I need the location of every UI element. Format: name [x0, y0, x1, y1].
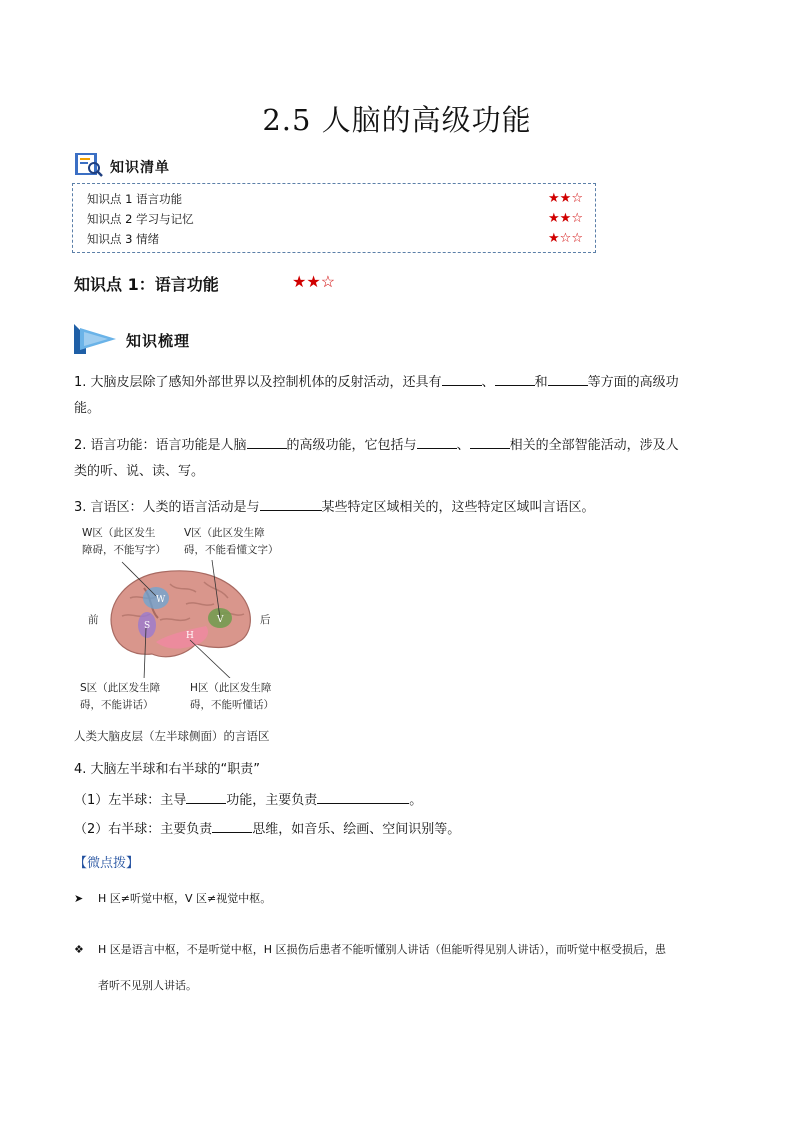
answer-blank — [442, 371, 482, 386]
answer-blank — [548, 371, 588, 386]
answer-blank — [186, 789, 226, 804]
label-line: 碍，不能讲话） — [80, 699, 154, 711]
answer-blank — [495, 371, 535, 386]
rating-stars: ★☆☆ — [548, 231, 583, 246]
answer-blank — [470, 434, 510, 449]
text-run: 能。 — [74, 401, 101, 416]
text-run: H 区是语言中枢，不是听觉中枢，H 区损伤后患者不能听懂别人讲话（但能听得见别人讲话），而听觉中枢受损后，患 — [98, 943, 667, 956]
paragraph-2 — [74, 433, 724, 485]
zone-letter-s: S — [144, 621, 151, 631]
tips-heading: 【微点拨】 — [74, 856, 140, 871]
label-line: V区（此区发生障 — [184, 527, 265, 539]
page-title: 2.5 人脑的高级功能 — [262, 103, 532, 137]
brain-illustration — [100, 558, 260, 678]
text-run: 相关的全部智能活动，涉及人 — [509, 438, 679, 453]
text-run: 类的听、说、读、写。 — [74, 464, 205, 479]
label-line: 碍，不能听懂话） — [190, 699, 274, 711]
text-run: 思维，如音乐、绘画、空间识别等。 — [252, 822, 461, 837]
back-label: 后 — [260, 614, 271, 626]
label-line: 碍，不能看懂文字） — [184, 544, 279, 556]
zone-letter-v: V — [217, 615, 224, 625]
text-run: 1. 大脑皮层除了感知外部世界以及控制机体的反射活动，还具有 — [74, 375, 442, 390]
text-run: （1）左半球：主导 — [74, 793, 187, 808]
inventory-item — [87, 191, 583, 211]
label-line: H区（此区发生障 — [190, 682, 272, 694]
section-title: 知识点 1：语言功能 — [74, 275, 219, 294]
text-run: 。 — [409, 793, 423, 808]
text-run: 的高级功能，它包括与 — [286, 438, 417, 453]
w-zone-label — [82, 525, 166, 559]
answer-blank — [247, 434, 287, 449]
answer-blank — [317, 789, 409, 804]
arrow-bullet-icon: ➤ — [74, 892, 84, 905]
inventory-item-label: 知识点 3 情绪 — [87, 232, 160, 246]
text-run: 某些特定区域相关的，这些特定区域叫言语区。 — [321, 500, 595, 515]
rating-stars: ★★☆ — [548, 191, 583, 206]
inventory-heading: 知识清单 — [110, 160, 170, 176]
item4-left — [74, 788, 724, 814]
section-stars: ★★☆ — [292, 272, 336, 291]
answer-blank — [212, 818, 252, 833]
inventory-item-label: 知识点 2 学习与记忆 — [87, 212, 194, 226]
play-arrow-icon — [72, 322, 118, 356]
text-run: 、 — [456, 438, 470, 453]
inventory-item — [87, 211, 583, 231]
answer-blank — [417, 434, 457, 449]
zone-letter-w: W — [156, 595, 166, 605]
book-search-icon — [74, 151, 104, 179]
front-label: 前 — [88, 614, 99, 626]
label-line: 障碍，不能写字） — [82, 544, 166, 556]
text-run: 、 — [481, 375, 495, 390]
label-line: S区（此区发生障 — [80, 682, 161, 694]
rating-stars: ★★☆ — [548, 211, 583, 226]
zone-letter-h: H — [186, 631, 194, 641]
text-run: 者听不见别人讲话。 — [98, 979, 197, 992]
text-run: 3. 言语区：人类的语言活动是与 — [74, 500, 260, 515]
inventory-item-label: 知识点 1 语言功能 — [87, 192, 183, 206]
item4-right — [74, 817, 724, 843]
h-zone-label — [190, 680, 274, 714]
paragraph-1 — [74, 370, 724, 422]
text-run: 2. 语言功能：语言功能是人脑 — [74, 438, 247, 453]
diamond-bullet-icon: ❖ — [74, 943, 84, 956]
text-run: 功能，主要负责 — [226, 793, 318, 808]
s-zone-label — [80, 680, 160, 714]
paragraph-3 — [74, 495, 724, 521]
review-heading: 知识梳理 — [126, 332, 191, 350]
v-zone-label — [184, 525, 279, 559]
text-run: H 区≠听觉中枢，V 区≠视觉中枢。 — [98, 892, 272, 905]
answer-blank — [260, 496, 322, 511]
item4-heading: 4. 大脑左半球和右半球的“职责” — [74, 762, 261, 777]
figure-caption: 人类大脑皮层（左半球侧面）的言语区 — [74, 729, 270, 743]
inventory-item — [87, 231, 583, 251]
text-run: 等方面的高级功 — [587, 375, 679, 390]
tip-bullet-2 — [74, 932, 734, 1004]
text-run: 和 — [534, 375, 548, 390]
inventory-box — [72, 183, 596, 253]
label-line: W区（此区发生 — [82, 527, 156, 539]
text-run: （2）右半球：主要负责 — [74, 822, 213, 837]
tip-bullet-1 — [74, 890, 271, 906]
